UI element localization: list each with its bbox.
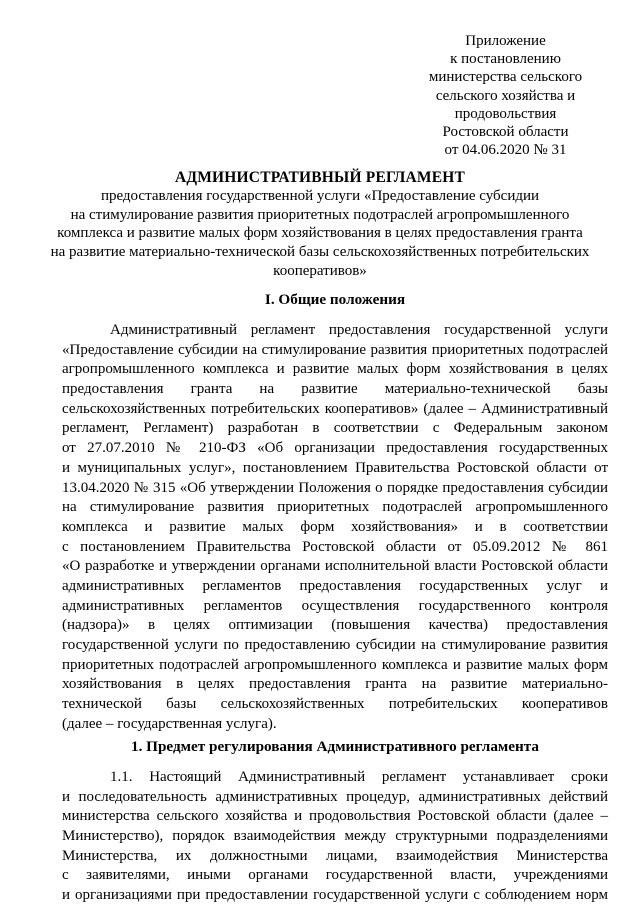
appendix-line: Ростовской области bbox=[442, 124, 569, 141]
paragraph-line: и организациями при предоставлении государственной услуги с соблюдением норм bbox=[62, 887, 608, 904]
section-heading-subject: 1. Предмет регулирования Административного регламента bbox=[130, 738, 539, 755]
appendix-line: продовольствия bbox=[454, 105, 557, 122]
subtitle-line: комплекса и развитие малых форм хозяйствования в целях предоставления гранта bbox=[57, 225, 583, 242]
appendix-line: к постановлению bbox=[450, 51, 561, 68]
paragraph-line: административных регламентов осуществления государственного контроля bbox=[62, 597, 608, 614]
paragraph-line: административных регламентов предоставления государственных услуг и bbox=[62, 577, 608, 594]
subtitle-line: на развитие материально-технической базы сельскохозяйственных потребительских bbox=[50, 244, 590, 261]
paragraph-line: «О разработке и утверждении органами исполнительной власти Ростовской области bbox=[62, 558, 608, 575]
paragraph-line: от 27.07.2010 № 210-ФЗ «Об организации предоставления государственных bbox=[62, 440, 608, 457]
appendix-line: сельского хозяйства и bbox=[435, 87, 576, 104]
paragraph-line: технической базы сельскохозяйственных потребительских кооперативов bbox=[62, 696, 608, 713]
paragraph-line: и муниципальных услуг», постановлением Правительства Ростовской области от bbox=[62, 459, 608, 476]
paragraph-line: (далее – государственная услуга). bbox=[62, 715, 277, 732]
appendix-line: Приложение bbox=[465, 33, 546, 49]
appendix-line: министерства сельского bbox=[428, 69, 583, 86]
paragraph-subject-regulation bbox=[62, 768, 608, 906]
paragraph-general-provisions bbox=[62, 321, 608, 734]
paragraph-line: государственной услуги по предоставлению субсидии на стимулирование развития bbox=[62, 637, 608, 653]
document-subtitle bbox=[40, 187, 600, 281]
paragraph-line: 13.04.2020 № 315 «Об утверждении Положения о порядке предоставления субсидии bbox=[62, 479, 608, 496]
paragraph-line: хозяйствования в целях предоставления гранта на развитие материально- bbox=[62, 676, 608, 693]
paragraph-line: министерства сельского хозяйства и продовольствия Ростовской области (далее – bbox=[62, 808, 608, 825]
appendix-line: от 04.06.2020 № 31 bbox=[444, 142, 567, 159]
subtitle-line: кооперативов» bbox=[273, 262, 367, 279]
paragraph-line: на стимулирование развития приоритетных подотраслей агропромышленного bbox=[62, 499, 608, 516]
paragraph-line: (надзора)» в целях оптимизации (повышения качества) предоставления bbox=[62, 617, 608, 634]
document-title: АДМИНИСТРАТИВНЫЙ РЕГЛАМЕНТ bbox=[174, 169, 466, 186]
section-heading-general: I. Общие положения bbox=[264, 291, 406, 308]
paragraph-line: агропромышленного комплекса и развитие малых форм хозяйствования в целях bbox=[62, 361, 608, 378]
subtitle-line: предоставления государственной услуги «Предоставление субсидии bbox=[100, 188, 540, 204]
paragraph-line: с постановлением Правительства Ростовской области от 05.09.2012 № 861 bbox=[62, 538, 608, 555]
paragraph-line: Административный регламент предоставления государственной услуги bbox=[110, 322, 608, 338]
title-block bbox=[40, 168, 600, 281]
appendix-note bbox=[423, 32, 588, 159]
paragraph-line: сельскохозяйственных потребительских кооперативов» (далее – Административный bbox=[62, 400, 608, 417]
paragraph-line: Министерство), порядок взаимодействия между структурными подразделениями bbox=[62, 828, 608, 845]
paragraph-line: Министерства, их должностными лицами, взаимодействия Министерства bbox=[62, 847, 608, 864]
paragraph-line: «Предоставление субсидии на стимулирование развития приоритетных подотраслей bbox=[62, 341, 608, 358]
paragraph-line: предоставления гранта на развитие материально-технической базы bbox=[62, 381, 608, 398]
paragraph-line: 1.1. Настоящий Административный регламент устанавливает сроки bbox=[110, 769, 608, 785]
paragraph-line: приоритетных подотраслей агропромышленного комплекса и развитие малых форм bbox=[62, 656, 608, 673]
paragraph-line: регламент, Регламент) разработан в соответствии с Федеральным законом bbox=[62, 420, 608, 437]
subtitle-line: на стимулирование развития приоритетных подотраслей агропромышленного bbox=[70, 206, 570, 223]
paragraph-line: и последовательность административных процедур, административных действий bbox=[62, 788, 608, 805]
paragraph-line: с заявителями, иными органами государственной власти, учреждениями bbox=[62, 867, 608, 884]
paragraph-line: комплекса и развитие малых форм хозяйствования» и в соответствии bbox=[62, 518, 608, 535]
